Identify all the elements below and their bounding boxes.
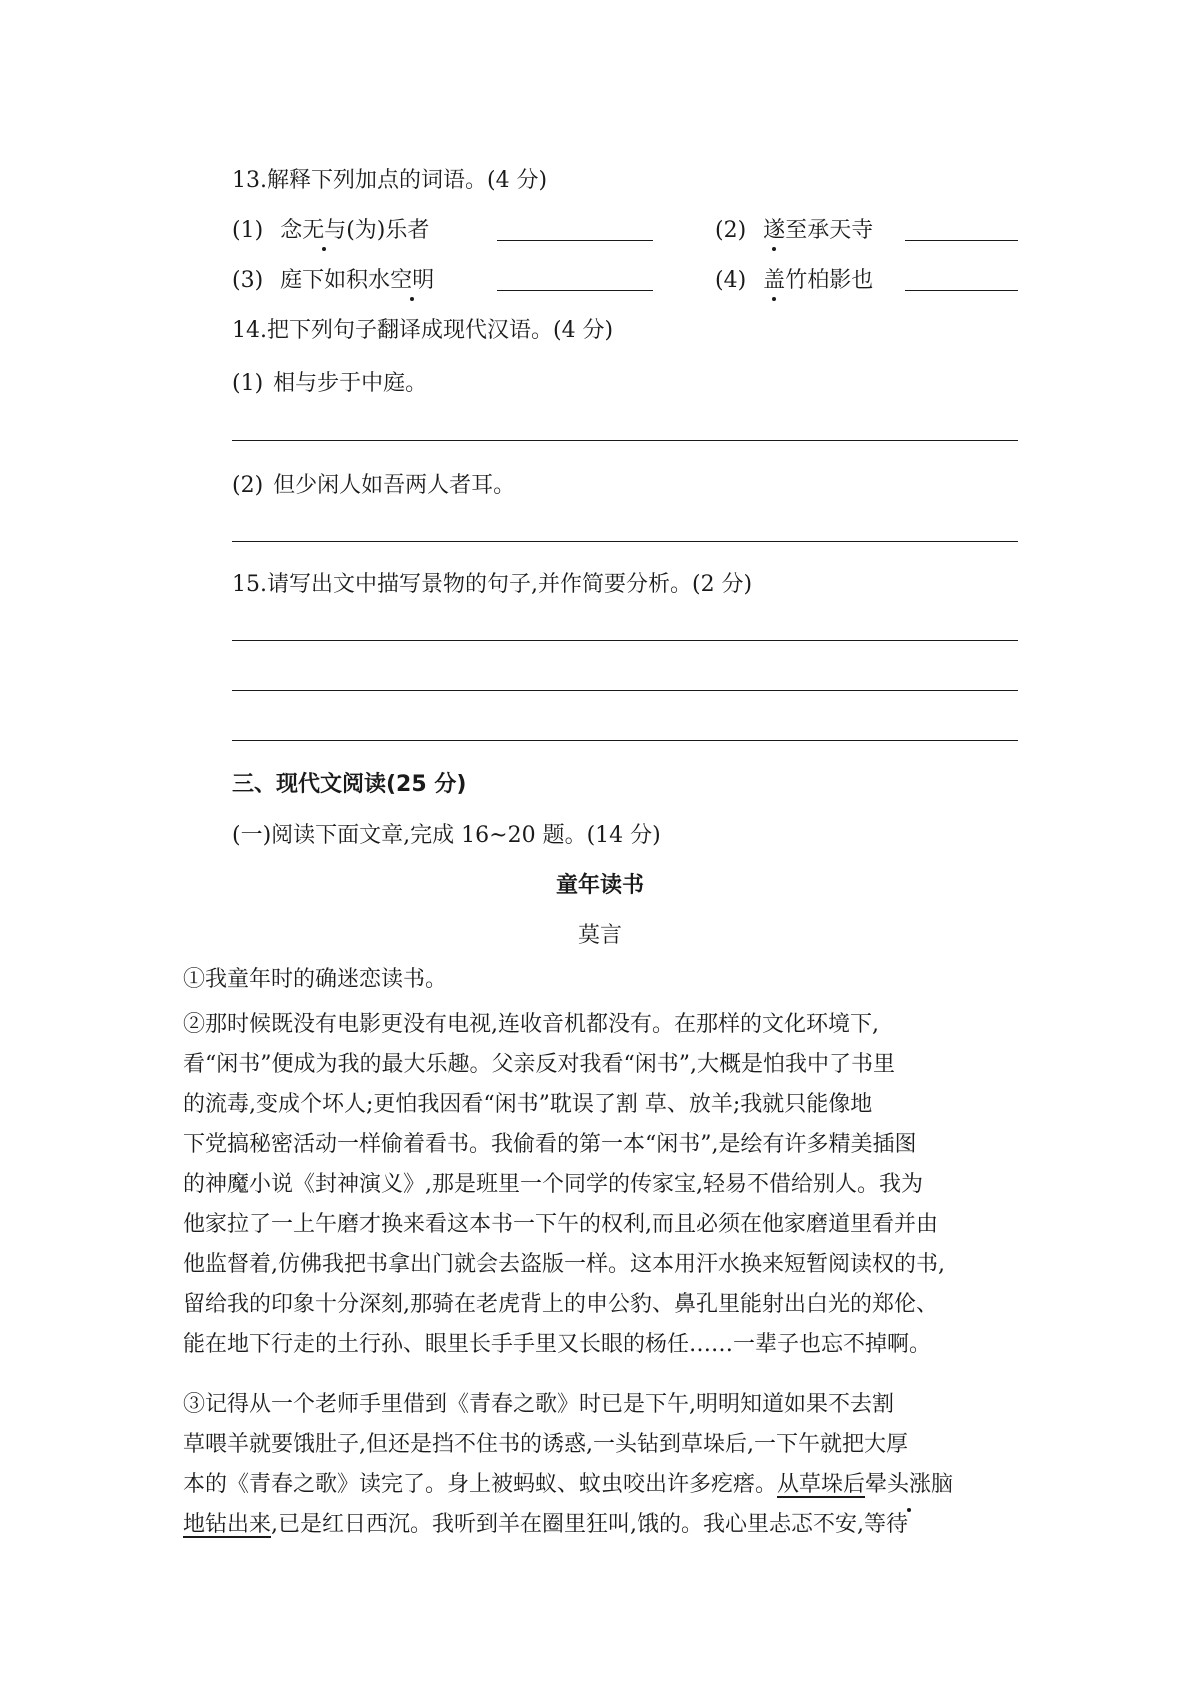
q13-item-4: [715, 263, 873, 294]
item-text: 念无与(为)乐者: [280, 218, 429, 243]
q13-title: 13.解释下列加点的词语。(4 分): [232, 168, 548, 193]
q14-item-2: (2) 但少闲人如吾两人者耳。: [232, 473, 516, 498]
item-text: 盖竹柏影也: [763, 268, 873, 293]
q14-item-1: (1) 相与步于中庭。: [232, 371, 428, 396]
paragraph-2: ②那时候既没有电影更没有电视,连收音机都没有。在那样的文化环境下, 看“闲书”便成为我的最大乐趣。父亲反对我看“闲书”,大概是怕我中了书里 的流毒,变成个坏人;更怕我因看“闲书”耽误了割 草、放羊;我就只能像地 下党搞秘密活动一样偷着看书。我偷看的第一本“闲书”,是绘有许多精美插图 的神魔小说《封神演义》,那是班里一个同学的传家宝,轻易不借给别人。我为 他家拉了一上午磨才换来看这本书一下午的权利,而且必须在他家磨道里看并由 他监督着,仿佛我把书拿出门就会去盗版一样。这本用汗水换来短暂阅读权的书, 留给我的印象十分深刻,那骑在老虎背上的申公豹、鼻孔里能射出白光的郑伦、 能在地下行走的土行孙、眼里长手手里又长眼的杨任……一辈子也忘不掉啊。: [183, 1012, 945, 1357]
answer-line-q15-1[interactable]: [232, 640, 1018, 641]
section-instruction: (一)阅读下面文章,完成 16~20 题。(14 分): [232, 823, 661, 848]
dotted-word: 无与: [302, 213, 346, 244]
answer-line-q14-1[interactable]: [232, 440, 1018, 441]
answer-line-q14-2[interactable]: [232, 541, 1018, 542]
dotted-word: 盖: [763, 263, 785, 294]
section-heading: 三、现代文阅读(25 分): [232, 772, 467, 797]
q13-item-3: [232, 263, 434, 294]
item-number: (4): [715, 268, 747, 293]
article-title: 童年读书: [555, 873, 644, 898]
answer-blank-2[interactable]: [905, 240, 1018, 241]
underlined-sentence: 地钻出来: [183, 1512, 272, 1537]
answer-blank-1[interactable]: [497, 240, 653, 241]
item-number: (3): [232, 268, 264, 293]
item-text: 庭下如积水空明: [280, 268, 434, 293]
answer-blank-4[interactable]: [905, 290, 1018, 291]
item-text: 遂至承天寺: [763, 218, 873, 243]
paragraph-1: ①我童年时的确迷恋读书。: [183, 967, 448, 992]
q13-item-1: [232, 213, 429, 244]
answer-line-q15-2[interactable]: [232, 690, 1018, 691]
q14-title: 14.把下列句子翻译成现代汉语。(4 分): [232, 318, 614, 343]
answer-blank-3[interactable]: [497, 290, 653, 291]
q15-title: 15.请写出文中描写景物的句子,并作简要分析。(2 分): [232, 572, 753, 597]
dotted-word: 遂: [763, 213, 785, 244]
answer-line-q15-3[interactable]: [232, 740, 1018, 741]
q13-item-2: [715, 213, 873, 244]
article-author: 莫言: [577, 923, 622, 948]
item-number: (1): [232, 218, 264, 243]
dotted-word: 晕头涨脑: [865, 1465, 953, 1505]
paragraph-3: ③记得从一个老师手里借到《青春之歌》时已是下午,明明知道如果不去割 草喂羊就要饿肚子,但还是挡不住书的诱惑,一头钻到草垛后,一下午就把大厚 本的《青春之歌》读完了。身上被蚂蚁、蚊虫咬出许多疙瘩。从草垛后晕头涨脑 地钻出来,已是红日西沉。我听到羊在圈里狂叫,饿的。我心里忐忑不安,等待: [183, 1392, 954, 1537]
item-number: (2): [715, 218, 747, 243]
dotted-word: 空明: [390, 263, 434, 294]
underlined-sentence: 从草垛后晕头涨脑: [777, 1472, 953, 1497]
